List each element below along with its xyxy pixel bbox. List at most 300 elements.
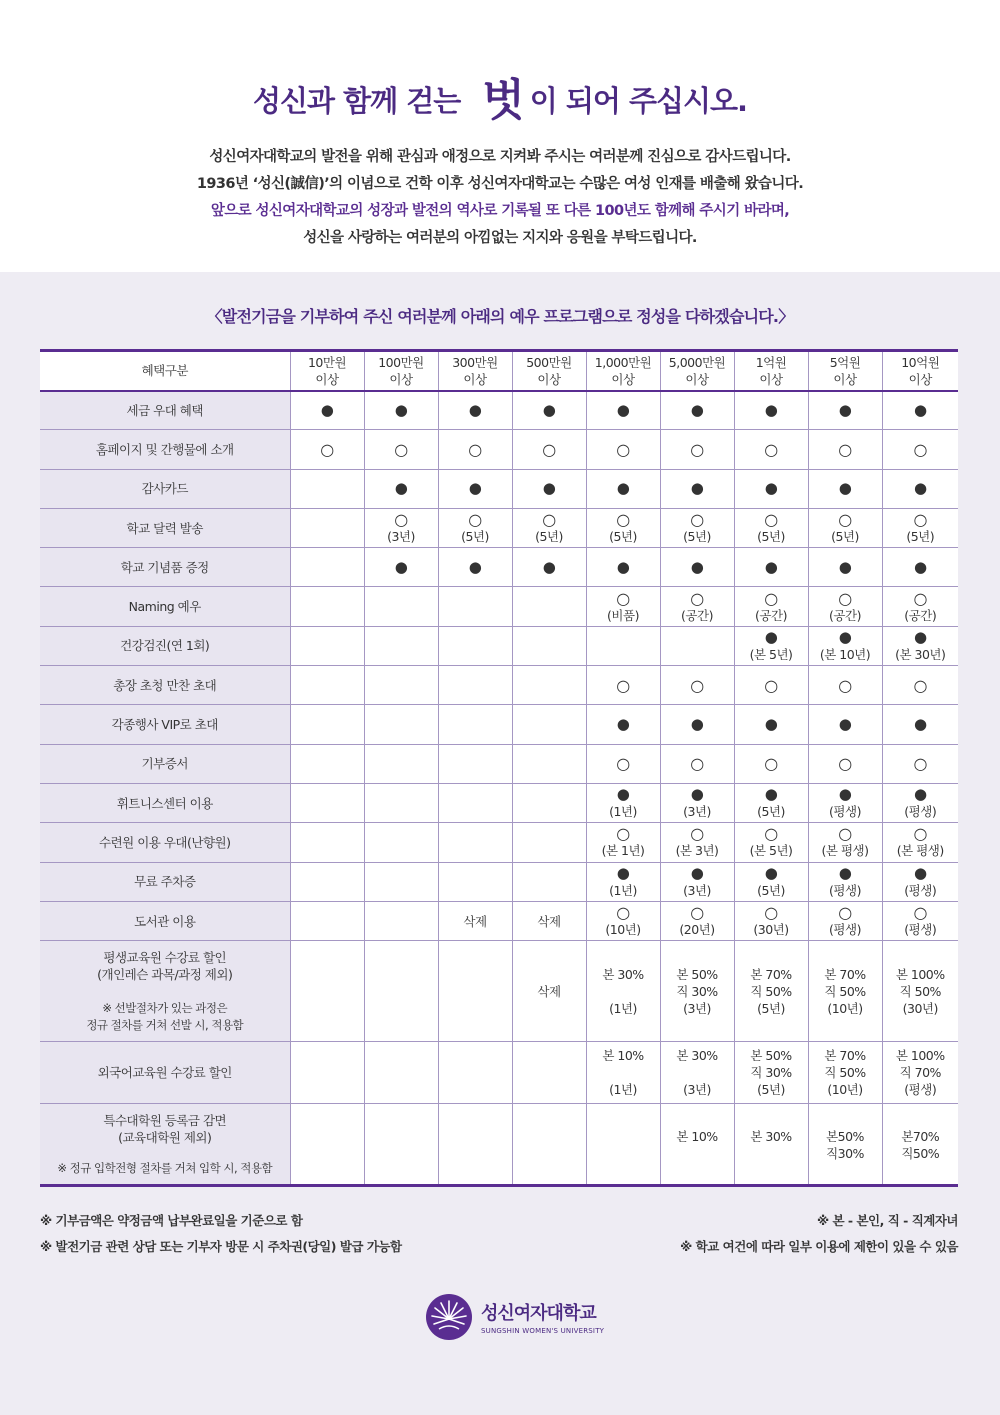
row-label — [40, 941, 290, 1042]
empty-cell — [512, 744, 586, 783]
header-amount: 10억원 — [901, 354, 940, 370]
cell — [586, 508, 660, 547]
empty-cell — [290, 626, 364, 665]
cell — [882, 666, 958, 705]
benefits-subhead: 〈발전기금을 기부하여 주신 여러분께 아래의 예우 프로그램으로 정성을 다하겠습니다.〉 — [206, 307, 794, 326]
table-row — [40, 823, 958, 862]
empty-circle-icon: ○ — [838, 903, 852, 922]
row-label: 건강검진(연 1회) — [40, 626, 290, 665]
cell — [660, 430, 734, 469]
cell — [734, 705, 808, 744]
logo-name-kr: 성신여자대학교 — [481, 1303, 596, 1324]
cell — [808, 430, 882, 469]
cell-note: (5년) — [535, 529, 563, 545]
cell — [808, 823, 882, 862]
cell — [660, 469, 734, 508]
empty-circle-icon: ○ — [838, 510, 852, 530]
empty-cell — [290, 901, 364, 940]
empty-cell — [290, 862, 364, 901]
intro-section — [0, 0, 1000, 272]
cell — [364, 469, 438, 508]
empty-circle-icon: ○ — [616, 754, 630, 774]
filled-dot-icon: ● — [913, 400, 927, 419]
empty-circle-icon: ○ — [764, 754, 778, 774]
filled-dot-icon: ● — [616, 785, 630, 804]
empty-cell — [438, 1104, 512, 1186]
intro-line-4: 성신을 사랑하는 여러분의 아낌없는 지지와 응원을 부탁드립니다. — [303, 230, 697, 246]
row-label-note: ※ 선발절차가 있는 과정은 — [102, 1000, 228, 1015]
cell — [586, 666, 660, 705]
filled-dot-icon — [512, 391, 586, 430]
empty-cell — [364, 587, 438, 626]
empty-cell — [290, 1042, 364, 1104]
table-row — [40, 508, 958, 547]
cell — [660, 705, 734, 744]
filled-dot-icon: ● — [838, 785, 852, 804]
filled-dot-icon: ● — [616, 479, 630, 498]
row-label: 홈페이지 및 간행물에 소개 — [40, 430, 290, 469]
filled-dot-icon: ● — [690, 785, 704, 804]
header-col-500man — [512, 351, 586, 391]
cell-note: (본 10년) — [819, 646, 871, 662]
header-unit: 이상 — [908, 371, 932, 387]
empty-circle-icon: ○ — [394, 510, 408, 530]
cell — [882, 508, 958, 547]
cell — [660, 744, 734, 783]
row-label: 각종행사 VIP로 초대 — [40, 705, 290, 744]
row-label-line: 평생교육원 수강료 할인 — [103, 949, 227, 965]
cell — [586, 430, 660, 469]
cell — [882, 469, 958, 508]
cell — [660, 587, 734, 626]
header-col-10eok — [882, 351, 958, 391]
cell — [882, 823, 958, 862]
cell — [734, 783, 808, 822]
cell-note: (평생) — [904, 882, 937, 898]
header-amount: 300만원 — [452, 354, 498, 370]
empty-cell — [438, 823, 512, 862]
university-emblem-icon — [425, 1293, 473, 1341]
intro-line-3: 앞으로 성신여자대학교의 성장과 발전의 역사로 기록될 또 다른 100년도 함께해 주시기 바라며, — [210, 203, 790, 219]
filled-dot-icon: ● — [764, 400, 778, 419]
cell — [808, 744, 882, 783]
table-row — [40, 901, 958, 940]
cell: 본 70% 직 50% (5년) — [734, 941, 808, 1042]
cell — [882, 901, 958, 940]
row-label: 감사카드 — [40, 469, 290, 508]
cell — [882, 705, 958, 744]
logo-name-en: SUNGSHIN WOMEN'S UNIVERSITY — [481, 1327, 605, 1335]
cell — [586, 469, 660, 508]
table-row — [40, 548, 958, 587]
header-amount: 5억원 — [829, 354, 861, 370]
filled-dot-icon — [438, 391, 512, 430]
cell-note: (본 5년) — [749, 646, 793, 662]
empty-cell — [438, 862, 512, 901]
table-row — [40, 469, 958, 508]
cell-note: (공간) — [681, 607, 713, 623]
empty-circle-icon: ○ — [616, 510, 630, 530]
cell — [808, 626, 882, 665]
empty-cell — [364, 705, 438, 744]
empty-cell — [364, 783, 438, 822]
empty-circle-icon: ○ — [913, 824, 927, 844]
header-col-10man — [290, 351, 364, 391]
cell-note: (본 평생) — [821, 843, 869, 859]
empty-circle-icon: ○ — [764, 439, 778, 459]
empty-circle-icon: ○ — [690, 903, 704, 922]
empty-cell — [290, 508, 364, 547]
cell — [882, 783, 958, 822]
empty-circle-icon: ○ — [838, 675, 852, 695]
cell: 본 50% 직 30% (3년) — [660, 941, 734, 1042]
cell-note: (5년) — [906, 529, 935, 545]
cell: 본 50% 직 30% (5년) — [734, 1042, 808, 1104]
empty-cell — [290, 941, 364, 1042]
cell — [808, 862, 882, 901]
cell-note: (20년) — [679, 922, 715, 937]
header-unit: 이상 — [537, 371, 561, 387]
cell — [734, 862, 808, 901]
cell — [660, 783, 734, 822]
header-col-1000man — [586, 351, 660, 391]
header-unit: 이상 — [759, 371, 783, 387]
empty-circle-icon: ○ — [690, 439, 704, 459]
empty-circle-icon: ○ — [913, 439, 927, 459]
empty-circle-icon: ○ — [913, 675, 927, 695]
cell-note: (5년) — [757, 529, 785, 545]
filled-dot-icon: ● — [542, 557, 556, 576]
empty-circle-icon: ○ — [616, 903, 630, 922]
cell: 삭제 — [512, 901, 586, 940]
filled-dot-icon: ● — [764, 479, 778, 498]
empty-cell — [438, 783, 512, 822]
row-label: 수련원 이용 우대(난향원) — [40, 823, 290, 862]
row-label-note: ※ 정규 입학전형 절차를 거쳐 입학 시, 적용함 — [57, 1160, 273, 1175]
cell — [882, 626, 958, 665]
cell — [734, 508, 808, 547]
table-row — [40, 430, 958, 469]
empty-circle-icon: ○ — [764, 510, 778, 530]
empty-circle-icon: ○ — [542, 510, 556, 530]
cell — [660, 508, 734, 547]
cell-note: (3년) — [683, 804, 711, 820]
cell-note: (평생) — [829, 804, 861, 820]
filled-dot-icon: ● — [616, 863, 630, 882]
cell: 본 30% — [734, 1104, 808, 1186]
cell — [512, 430, 586, 469]
row-label: 기부증서 — [40, 744, 290, 783]
headline-emphasis: 벗 — [482, 75, 524, 126]
cell — [364, 430, 438, 469]
cell — [734, 587, 808, 626]
table-row — [40, 862, 958, 901]
benefits-table — [40, 349, 958, 1187]
cell — [586, 862, 660, 901]
empty-cell — [290, 783, 364, 822]
cell-note: (평생) — [829, 922, 861, 937]
empty-circle-icon: ○ — [616, 675, 630, 695]
table-row — [40, 1042, 958, 1104]
filled-dot-icon: ● — [838, 400, 852, 419]
header-col-5000man — [660, 351, 734, 391]
cell — [660, 666, 734, 705]
filled-dot-icon: ● — [468, 400, 482, 419]
benefits-section — [0, 272, 1000, 1415]
cell — [734, 901, 808, 940]
header-unit: 이상 — [833, 371, 857, 387]
empty-cell — [290, 469, 364, 508]
cell — [734, 823, 808, 862]
cell-note: (비품) — [607, 607, 639, 623]
cell — [512, 469, 586, 508]
empty-cell — [364, 941, 438, 1042]
cell — [734, 548, 808, 587]
filled-dot-icon: ● — [913, 715, 927, 734]
headline-suffix: 이 되어 주십시오. — [529, 84, 748, 118]
cell: 본 100% 직 50% (30년) — [882, 941, 958, 1042]
cell — [882, 744, 958, 783]
cell — [660, 548, 734, 587]
empty-cell — [438, 666, 512, 705]
row-label: 도서관 이용 — [40, 901, 290, 940]
filled-dot-icon: ● — [394, 479, 408, 498]
cell — [808, 548, 882, 587]
table-row — [40, 626, 958, 665]
cell — [808, 587, 882, 626]
filled-dot-icon: ● — [764, 785, 778, 804]
empty-circle-icon: ○ — [838, 439, 852, 459]
filled-dot-icon: ● — [616, 400, 630, 419]
empty-circle-icon: ○ — [690, 588, 704, 608]
row-label: 외국어교육원 수강료 할인 — [40, 1042, 290, 1104]
empty-cell — [586, 626, 660, 665]
cell — [882, 430, 958, 469]
cell — [364, 508, 438, 547]
filled-dot-icon: ● — [764, 863, 778, 882]
cell — [438, 430, 512, 469]
cell: 본70% 직50% — [882, 1104, 958, 1186]
footnote-row — [40, 1234, 958, 1260]
cell — [364, 548, 438, 587]
empty-cell — [512, 823, 586, 862]
filled-dot-icon: ● — [690, 715, 704, 734]
empty-cell — [512, 666, 586, 705]
header-col-1eok — [734, 351, 808, 391]
cell-note: (본 5년) — [749, 843, 793, 859]
filled-dot-icon: ● — [838, 863, 852, 882]
filled-dot-icon: ● — [913, 863, 927, 882]
filled-dot-icon — [882, 391, 958, 430]
empty-circle-icon: ○ — [690, 754, 704, 774]
cell — [882, 548, 958, 587]
empty-circle-icon: ○ — [913, 588, 927, 608]
cell — [734, 666, 808, 705]
empty-circle-icon: ○ — [913, 510, 927, 530]
cell-note: (10년) — [605, 922, 641, 937]
cell: 본 70% 직 50% (10년) — [808, 1042, 882, 1104]
cell — [586, 548, 660, 587]
empty-cell — [290, 705, 364, 744]
empty-cell — [512, 862, 586, 901]
table-row — [40, 666, 958, 705]
cell — [734, 744, 808, 783]
headline-prefix: 성신과 함께 걷는 — [252, 84, 461, 118]
cell-note: (공간) — [829, 607, 861, 623]
cell-note: (1년) — [609, 882, 637, 898]
intro-line-2: 1936년 ‘성신(誠信)’의 이념으로 건학 이후 성신여자대학교는 수많은 여성 인재를 배출해 왔습니다. — [196, 176, 804, 192]
cell-note: (본 30년) — [895, 646, 946, 662]
filled-dot-icon: ● — [616, 557, 630, 576]
header-col-5eok — [808, 351, 882, 391]
footnote-left-2: ※ 발전기금 관련 상담 또는 기부자 방문 시 주차권(당일) 발급 가능함 — [40, 1239, 402, 1254]
cell — [586, 587, 660, 626]
filled-dot-icon: ● — [913, 785, 927, 804]
empty-cell — [364, 823, 438, 862]
intro-text — [0, 144, 1000, 252]
filled-dot-icon: ● — [838, 627, 852, 646]
empty-circle-icon: ○ — [690, 824, 704, 844]
footnote-left-1: ※ 기부금액은 약정금액 납부완료일을 기준으로 함 — [40, 1213, 303, 1228]
empty-cell — [290, 823, 364, 862]
empty-cell — [512, 1042, 586, 1104]
filled-dot-icon: ● — [468, 557, 482, 576]
header-unit: 이상 — [389, 371, 413, 387]
row-label: 세금 우대 혜택 — [40, 391, 290, 430]
cell: 본 70% 직 50% (10년) — [808, 941, 882, 1042]
cell — [808, 469, 882, 508]
empty-cell — [290, 666, 364, 705]
empty-cell — [438, 626, 512, 665]
cell: 본 10% — [660, 1104, 734, 1186]
cell — [438, 548, 512, 587]
filled-dot-icon: ● — [764, 715, 778, 734]
table-row — [40, 391, 958, 430]
filled-dot-icon: ● — [690, 479, 704, 498]
row-label-line: (개인레슨 과목/과정 제외) — [97, 966, 233, 982]
header-unit: 이상 — [463, 371, 487, 387]
header-unit: 이상 — [685, 371, 709, 387]
cell — [586, 823, 660, 862]
header-amount: 500만원 — [526, 354, 572, 370]
cell-note: (평생) — [904, 922, 937, 937]
row-label: 총장 초청 만찬 초대 — [40, 666, 290, 705]
empty-circle-icon: ○ — [468, 510, 482, 530]
filled-dot-icon: ● — [838, 557, 852, 576]
filled-dot-icon: ● — [690, 400, 704, 419]
empty-cell — [364, 1104, 438, 1186]
empty-cell — [290, 587, 364, 626]
empty-cell — [512, 1104, 586, 1186]
cell — [734, 626, 808, 665]
cell — [290, 430, 364, 469]
empty-cell — [290, 744, 364, 783]
empty-circle-icon: ○ — [616, 824, 630, 844]
cell — [586, 705, 660, 744]
cell — [660, 901, 734, 940]
empty-circle-icon: ○ — [764, 903, 778, 922]
filled-dot-icon: ● — [542, 479, 556, 498]
cell — [808, 508, 882, 547]
empty-cell — [290, 1104, 364, 1186]
filled-dot-icon — [586, 391, 660, 430]
cell-note: (5년) — [683, 529, 711, 545]
header-amount: 5,000만원 — [668, 354, 726, 370]
filled-dot-icon: ● — [690, 557, 704, 576]
row-label-line: 특수대학원 등록금 감면 — [103, 1112, 227, 1128]
cell — [734, 469, 808, 508]
header-amount: 100만원 — [378, 354, 424, 370]
filled-dot-icon — [364, 391, 438, 430]
empty-circle-icon: ○ — [616, 439, 630, 459]
cell-note: (본 3년) — [675, 843, 719, 859]
empty-circle-icon: ○ — [838, 588, 852, 608]
empty-cell — [364, 901, 438, 940]
cell-note: (5년) — [461, 529, 489, 545]
filled-dot-icon: ● — [542, 400, 556, 419]
empty-cell — [364, 862, 438, 901]
row-label: 휘트니스센터 이용 — [40, 783, 290, 822]
cell-note: (평생) — [829, 882, 861, 898]
empty-cell — [364, 744, 438, 783]
cell-note: (공간) — [755, 607, 787, 623]
filled-dot-icon: ● — [913, 479, 927, 498]
empty-cell — [438, 744, 512, 783]
logo-text — [481, 1299, 604, 1335]
cell — [882, 587, 958, 626]
empty-cell — [290, 548, 364, 587]
cell — [438, 508, 512, 547]
cell-note: (본 평생) — [896, 843, 944, 859]
cell: 본 30% (1년) — [586, 941, 660, 1042]
cell-note: (3년) — [683, 882, 711, 898]
cell-note: (평생) — [904, 804, 937, 820]
empty-cell — [364, 1042, 438, 1104]
row-label — [40, 1104, 290, 1186]
cell-note: (본 1년) — [601, 843, 645, 859]
footnote-row — [40, 1208, 958, 1234]
empty-circle-icon: ○ — [616, 588, 630, 608]
table-row — [40, 783, 958, 822]
empty-cell — [512, 783, 586, 822]
empty-cell — [512, 626, 586, 665]
header-col-100man — [364, 351, 438, 391]
filled-dot-icon — [734, 391, 808, 430]
empty-cell — [586, 1104, 660, 1186]
filled-dot-icon: ● — [320, 400, 334, 419]
filled-dot-icon — [290, 391, 364, 430]
empty-circle-icon: ○ — [764, 824, 778, 844]
intro-line-1: 성신여자대학교의 발전을 위해 관심과 애정으로 지켜봐 주시는 여러분께 진심으로 감사드립니다. — [209, 149, 791, 165]
cell — [808, 783, 882, 822]
empty-circle-icon: ○ — [838, 754, 852, 774]
empty-circle-icon: ○ — [913, 754, 927, 774]
cell-note: (5년) — [609, 529, 637, 545]
row-label: 학교 달력 발송 — [40, 508, 290, 547]
empty-circle-icon: ○ — [690, 510, 704, 530]
row-label: 무료 주차증 — [40, 862, 290, 901]
empty-cell — [438, 587, 512, 626]
empty-cell — [438, 941, 512, 1042]
empty-cell — [364, 666, 438, 705]
filled-dot-icon: ● — [913, 627, 927, 646]
cell-note: (30년) — [753, 922, 789, 937]
cell: 본 10% (1년) — [586, 1042, 660, 1104]
empty-cell — [512, 587, 586, 626]
cell: 본 30% (3년) — [660, 1042, 734, 1104]
cell — [660, 823, 734, 862]
university-logo — [425, 1293, 604, 1341]
